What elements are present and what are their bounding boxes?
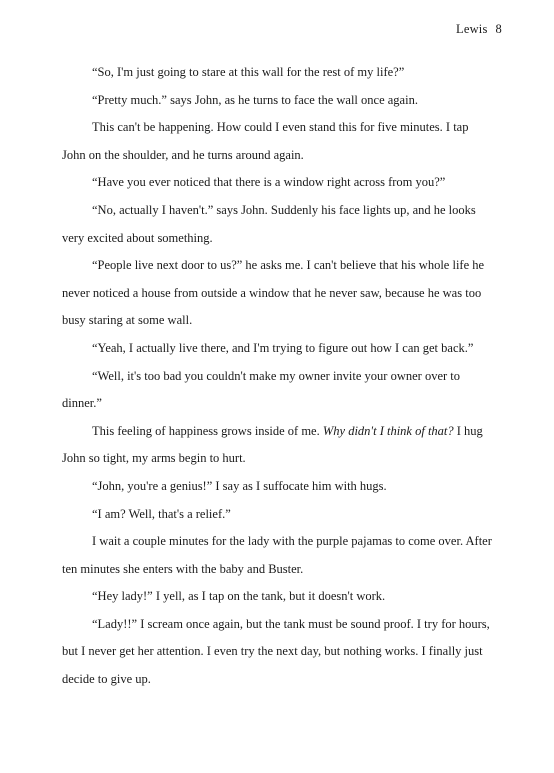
paragraph: “Have you ever noticed that there is a window right across from you?” <box>92 175 446 190</box>
paragraph: “John, you're a genius!” I say as I suffocate him with hugs. <box>92 478 387 493</box>
paragraph: I wait a couple minutes for the lady with the purple pajamas to come over. After ten minutes she enters with the baby and Buster. <box>62 534 492 576</box>
paragraph-text: I hug John so tight, my arms begin to hurt. <box>62 423 483 466</box>
paragraph <box>62 418 494 473</box>
italic-thought: Why didn't I think of that? <box>322 423 454 438</box>
body-text <box>62 59 494 694</box>
paragraph: “Lady!!” I scream once again, but the tank must be sound proof. I try for hours, but I never get her attention. I even try the next day, but nothing works. I finally just decide to give up. <box>62 616 490 687</box>
paragraph: “Well, it's too bad you couldn't make my owner invite your owner over to dinner.” <box>62 368 460 411</box>
paragraph: “I am? Well, that's a relief.” <box>92 506 231 521</box>
paragraph: “Hey lady!” I yell, as I tap on the tank, but it doesn't work. <box>92 589 386 604</box>
header-author: Lewis <box>455 22 488 36</box>
header-page-number: 8 <box>495 22 502 36</box>
paragraph: “Yeah, I actually live there, and I'm trying to figure out how I can get back.” <box>92 340 474 355</box>
paragraph: This can't be happening. How could I even stand this for five minutes. I tap John on the shoulder, and he turns around again. <box>62 120 469 162</box>
paragraph: “No, actually I haven't.” says John. Suddenly his face lights up, and he looks very excited about something. <box>62 202 476 245</box>
paragraph: “Pretty much.” says John, as he turns to face the wall once again. <box>92 92 418 107</box>
paragraph-text: This feeling of happiness grows inside of me. <box>92 423 323 438</box>
paragraph: “So, I'm just going to stare at this wall for the rest of my life?” <box>92 65 405 79</box>
running-header <box>456 22 502 37</box>
paragraph: “People live next door to us?” he asks me. I can't believe that his whole life he never noticed a house from outside a window that he never saw, because he was too busy staring at some wall. <box>62 258 485 328</box>
